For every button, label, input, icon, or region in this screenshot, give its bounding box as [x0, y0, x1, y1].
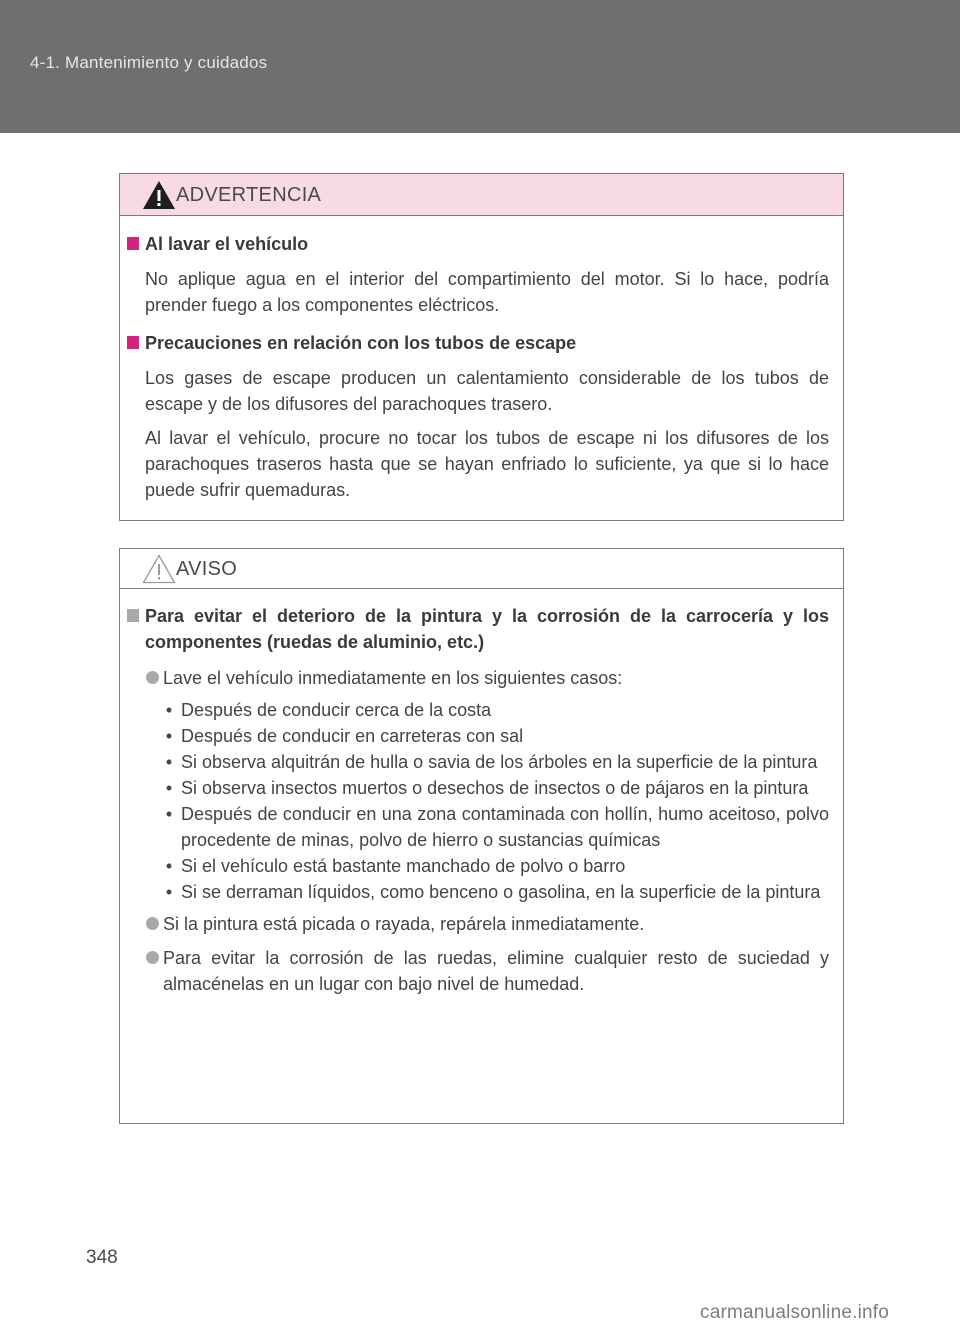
notice-item: Si la pintura está picada o rayada, repárela inmediatamente.: [126, 911, 829, 937]
notice-bullet-list: [126, 697, 829, 905]
notice-box-header: [120, 549, 843, 589]
header-band: [0, 0, 960, 133]
watermark: carmanualsonline.info: [700, 1302, 890, 1323]
list-item: • Después de conducir en una zona contaminada con hollín, humo aceitoso, polvo procedente de minas, polvo de hierro o sustancias químicas: [165, 804, 829, 850]
notice-heading: Para evitar el deterioro de la pintura y la corrosión de la carrocería y los componentes (ruedas de aluminio, etc.): [126, 603, 829, 655]
list-item: • Después de conducir cerca de la costa: [165, 700, 492, 720]
square-bullet-icon: [127, 609, 139, 622]
warning-box-body: [120, 216, 843, 503]
notice-item: Para evitar la corrosión de las ruedas, elimine cualquier resto de suciedad y almacénelas en un lugar con bajo nivel de humedad.: [126, 945, 829, 997]
warning-triangle-outline-icon: [142, 554, 176, 584]
list-item: • Si observa insectos muertos o desechos de insectos o de pájaros en la pintura: [165, 778, 809, 798]
list-item: • Si el vehículo está bastante manchado de polvo o barro: [165, 856, 626, 876]
circle-bullet-icon: [146, 951, 159, 964]
list-item: • Después de conducir en carreteras con sal: [165, 726, 524, 746]
warning-box: [119, 173, 844, 521]
list-item: • Si observa alquitrán de hulla o savia de los árboles en la superficie de la pintura: [165, 752, 818, 772]
list-item: • Si se derraman líquidos, como benceno o gasolina, en la superficie de la pintura: [165, 882, 821, 902]
circle-bullet-icon: [146, 917, 159, 930]
section-title: 4-1. Mantenimiento y cuidados: [30, 53, 268, 72]
warning-triangle-filled-icon: [142, 180, 176, 210]
warning-section-heading: Precauciones en relación con los tubos de escape: [126, 330, 829, 356]
notice-box: [119, 548, 844, 1124]
notice-item: Lave el vehículo inmediatamente en los siguientes casos:: [126, 665, 829, 691]
warning-box-header: [120, 174, 843, 216]
notice-box-label: AVISO: [176, 558, 238, 580]
circle-bullet-icon: [146, 671, 159, 684]
page-number: 348: [86, 1247, 118, 1268]
square-bullet-icon: [127, 336, 139, 349]
notice-box-body: [120, 589, 843, 997]
warning-section-heading: Al lavar el vehículo: [126, 231, 829, 257]
warning-paragraph: Al lavar el vehículo, procure no tocar los tubos de escape ni los difusores de los parachoques traseros hasta que se hayan enfriado lo suficiente, ya que si lo hace puede sufrir quemaduras.: [145, 428, 829, 500]
square-bullet-icon: [127, 237, 139, 250]
warning-box-label: ADVERTENCIA: [176, 184, 322, 206]
warning-paragraph: Los gases de escape producen un calentamiento considerable de los tubos de escape y de los difusores del parachoques trasero.: [145, 368, 829, 414]
warning-paragraph: No aplique agua en el interior del compartimiento del motor. Si lo hace, podría prender fuego a los componentes eléctricos.: [145, 269, 829, 315]
